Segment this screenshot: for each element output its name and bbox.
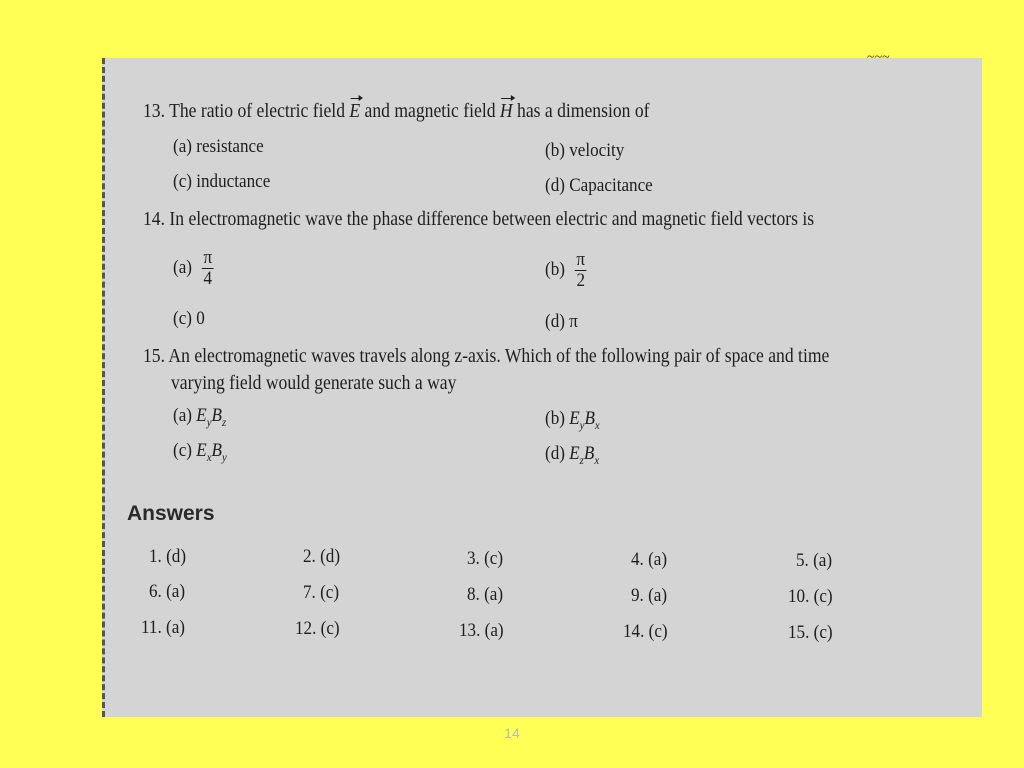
fraction-numerator: π [203, 247, 213, 268]
question-14-option-a [173, 248, 214, 289]
answer-11: 11. (a) [141, 617, 186, 638]
answer-10: 10. (c) [788, 586, 833, 607]
answer-1: 1. (d) [149, 546, 187, 567]
field-subscript: x [594, 453, 600, 467]
field-subscript: z [579, 453, 584, 467]
field-symbol: B [211, 405, 222, 426]
answer-13: 13. (a) [459, 620, 504, 641]
answer-9: 9. (a) [631, 585, 668, 606]
option-label: (d) [545, 443, 565, 464]
question-13-option-a: (a) resistance [173, 136, 264, 157]
question-14-option-d [545, 311, 578, 333]
question-15-option-b [545, 408, 600, 433]
pi-symbol: π [569, 311, 578, 332]
answer-6: 6. (a) [149, 581, 186, 602]
question-15-line-2: varying field would generate such a way [171, 372, 457, 394]
field-subscript: y [206, 415, 212, 429]
option-label: (c) [173, 440, 192, 461]
question-13-suffix: has a dimension of [517, 100, 650, 122]
answer-14: 14. (c) [623, 621, 668, 642]
vector-h-symbol: H [499, 100, 513, 122]
cropped-page-mark: ~~~ [867, 50, 890, 65]
question-13-text [143, 100, 649, 123]
fraction-numerator: π [576, 249, 586, 270]
answers-heading: Answers [127, 502, 215, 525]
question-13-option-c: (c) inductance [173, 171, 271, 192]
question-15-option-a [173, 405, 226, 430]
question-14-text: 14. In electromagnetic wave the phase difference between electric and magnetic field vectors is [143, 208, 815, 230]
question-15-line-1: 15. An electromagnetic waves travels along z-axis. Which of the following pair of space and time [143, 345, 830, 367]
field-symbol: B [584, 408, 595, 429]
field-symbol: E [196, 405, 207, 426]
field-subscript: x [206, 450, 212, 464]
answer-5: 5. (a) [796, 550, 833, 571]
question-13-middle: and magnetic field [364, 100, 496, 122]
question-15-option-c [173, 440, 227, 465]
field-subscript: z [221, 415, 227, 429]
scanned-page [102, 50, 982, 717]
field-symbol: B [211, 440, 222, 461]
fraction-denominator: 2 [576, 270, 586, 291]
option-label: (b) [545, 408, 565, 429]
field-subscript: x [594, 418, 600, 432]
answer-4: 4. (a) [631, 549, 668, 570]
question-15-option-d [545, 443, 599, 468]
field-subscript: y [579, 418, 585, 432]
question-14-option-a-label: (a) [173, 256, 192, 278]
question-14-option-c: (c) 0 [173, 308, 205, 329]
slide-page-number: 14 [504, 725, 520, 741]
answer-7: 7. (c) [303, 582, 340, 603]
answer-8: 8. (a) [467, 584, 504, 605]
answer-15: 15. (c) [788, 622, 833, 643]
option-label: (a) [173, 405, 192, 426]
field-symbol: E [569, 443, 580, 464]
answer-3: 3. (c) [467, 548, 504, 569]
answer-12: 12. (c) [295, 618, 340, 639]
question-13-option-b: (b) velocity [545, 140, 625, 161]
question-14-option-b-label: (b) [545, 258, 565, 280]
fraction-denominator: 4 [203, 268, 213, 289]
question-14-option-b [545, 250, 587, 291]
vector-e-symbol: E [349, 100, 361, 122]
pi-over-2-fraction [575, 250, 587, 291]
field-symbol: E [569, 408, 580, 429]
answer-2: 2. (d) [303, 546, 341, 567]
question-13-option-d: (d) Capacitance [545, 175, 653, 196]
field-symbol: E [196, 440, 207, 461]
field-symbol: B [583, 443, 595, 464]
question-14-option-d-label: (d) [545, 311, 565, 332]
pi-over-4-fraction [202, 248, 214, 289]
question-13-prefix: 13. The ratio of electric field [143, 100, 345, 122]
field-subscript: y [221, 450, 227, 464]
